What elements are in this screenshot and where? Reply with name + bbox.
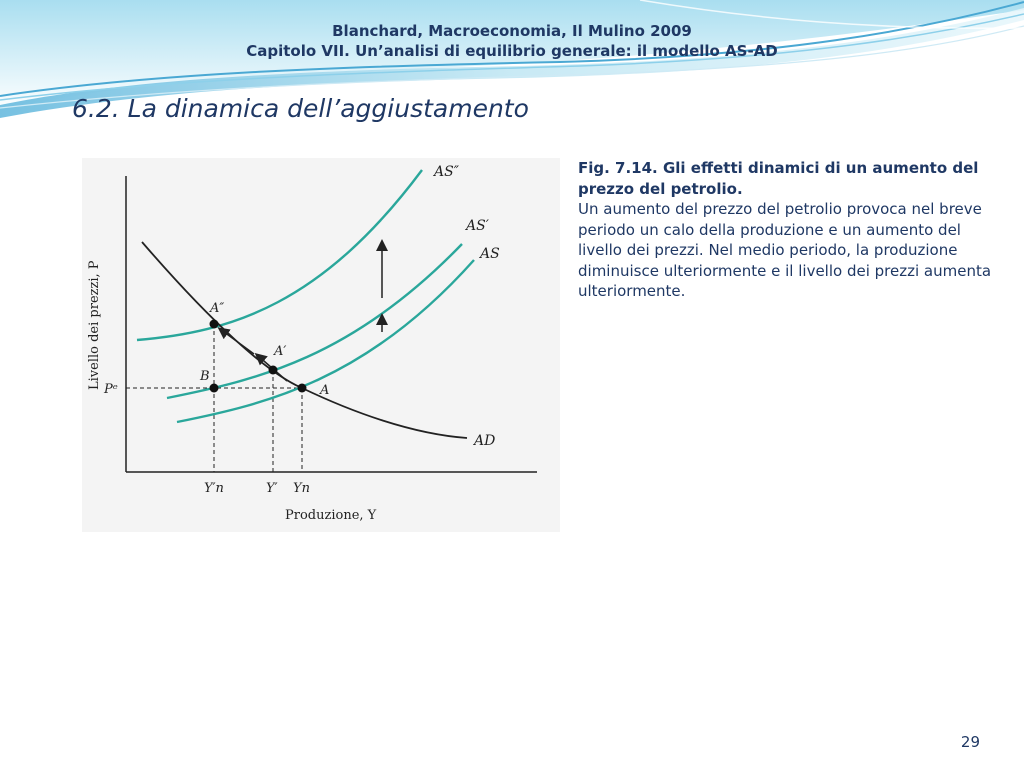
caption-body: Un aumento del prezzo del petrolio provoca nel breve periodo un calo della produzione e un aumento del livello dei prezzi. Nel medio periodo, la produzione diminuisce ulteriormente e il livello dei prezzi aumenta ulteriormente. — [578, 200, 992, 300]
figure-panel — [82, 158, 560, 532]
point-a-prime — [269, 366, 278, 375]
label-point-a: A — [320, 383, 330, 398]
header-line-2: Capitolo VII. Un’analisi di equilibrio generale: il modello AS-AD — [246, 42, 778, 60]
tick-yn-new: Y′n — [204, 481, 224, 496]
label-price-expected: Pᵉ — [104, 382, 118, 397]
caption-title: Fig. 7.14. Gli effetti dinamici di un aumento del prezzo del petrolio. — [578, 159, 979, 198]
ad-arrow-upper — [220, 329, 254, 354]
point-a — [298, 384, 307, 393]
figure-caption — [578, 158, 1008, 302]
header-line-1: Blanchard, Macroeconomia, Il Mulino 2009 — [332, 22, 692, 40]
label-as: AS — [480, 246, 500, 262]
label-point-a-prime: A′ — [274, 344, 287, 359]
point-a-double-prime — [210, 320, 219, 329]
y-axis-title: Livello dei prezzi, P — [87, 260, 102, 390]
page-number: 29 — [960, 733, 980, 751]
label-as-double-prime: AS″ — [434, 164, 459, 180]
label-point-b: B — [200, 369, 210, 384]
label-point-a-double-prime: A″ — [210, 301, 225, 316]
label-ad: AD — [474, 433, 496, 449]
tick-yn: Yn — [293, 481, 310, 496]
as-ad-diagram — [82, 158, 560, 532]
slide-title: 6.2. La dinamica dell’aggiustamento — [72, 94, 529, 123]
ad-curve — [142, 242, 467, 438]
x-axis-title: Produzione, Y — [285, 508, 377, 523]
label-as-prime: AS′ — [466, 218, 489, 234]
tick-y-prime: Y′ — [266, 481, 278, 496]
point-b — [210, 384, 219, 393]
